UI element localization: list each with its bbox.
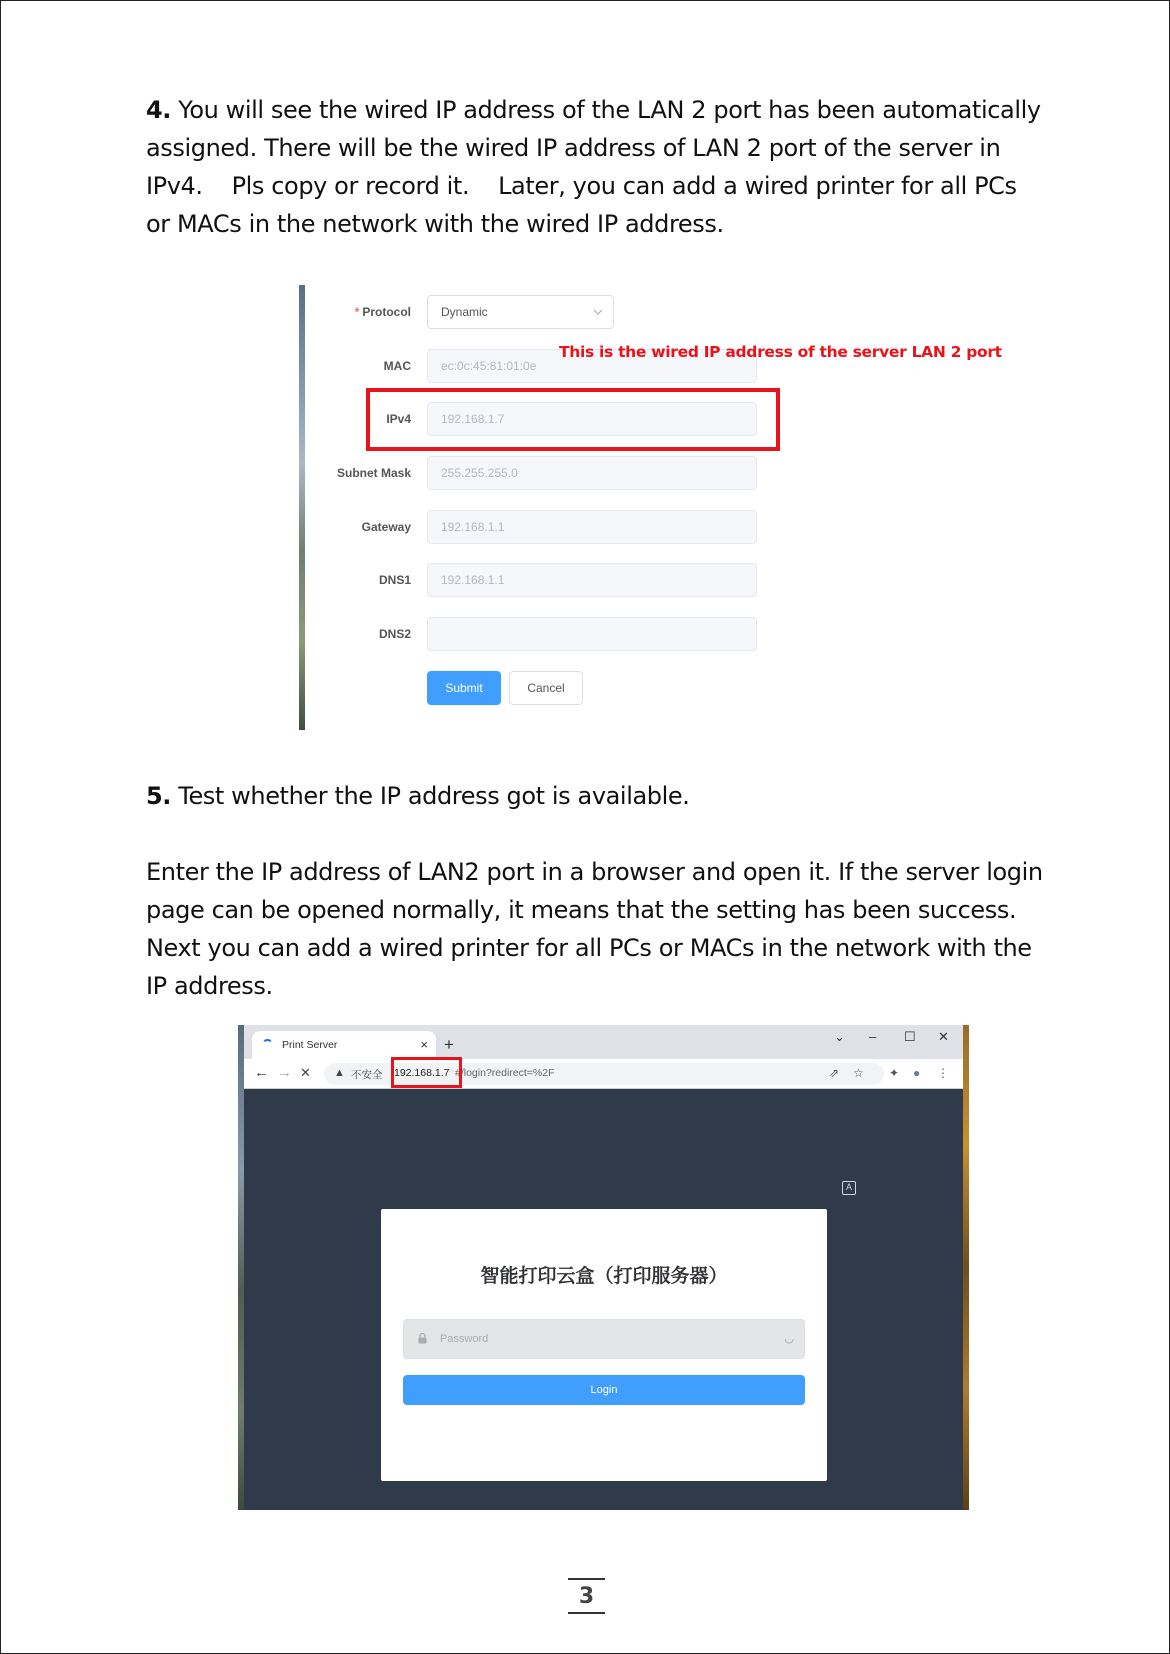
dns1-label: DNS1 <box>378 573 411 587</box>
mac-field[interactable]: ec:0c:45:81:01:0e <box>427 349 757 383</box>
step5-text: Test whether the IP address got is available. <box>171 782 690 810</box>
browser-tab-bar <box>244 1025 963 1059</box>
tab-search-icon[interactable]: ⌄ <box>834 1029 845 1044</box>
cancel-button[interactable]: Cancel <box>509 671 583 705</box>
subnet-row <box>305 456 765 490</box>
browser-toolbar <box>244 1059 963 1089</box>
screenshot-right-strip <box>963 1025 969 1510</box>
profile-icon[interactable]: ● <box>913 1066 921 1080</box>
chevron-down-icon <box>593 307 603 317</box>
translate-icon[interactable]: A <box>842 1181 856 1195</box>
browser-screenshot <box>238 1025 969 1510</box>
minimize-icon[interactable]: – <box>869 1029 877 1044</box>
page-number: 3 <box>568 1578 605 1614</box>
dns2-label: DNS2 <box>378 627 411 641</box>
protocol-select[interactable] <box>427 295 614 329</box>
login-card <box>381 1209 827 1481</box>
loading-spinner-icon <box>262 1039 273 1050</box>
password-placeholder: Password <box>440 1333 489 1345</box>
ipv4-highlight-box <box>366 388 780 451</box>
url-path: #/login?redirect=%2F <box>455 1067 555 1079</box>
new-tab-icon[interactable]: + <box>444 1035 454 1054</box>
screenshot-left-strip <box>238 1025 244 1510</box>
tab-close-icon[interactable]: × <box>420 1037 428 1052</box>
step4-number: 4. <box>146 96 172 124</box>
login-button[interactable]: Login <box>403 1375 805 1405</box>
insecure-label[interactable]: 不安全 <box>351 1069 383 1081</box>
gateway-field[interactable]: 192.168.1.1 <box>427 510 757 544</box>
extensions-icon[interactable]: ✦ <box>889 1066 900 1080</box>
protocol-row <box>305 295 765 329</box>
login-title: 智能打印云盒（打印服务器） <box>480 1266 728 1287</box>
step5-number: 5. <box>146 782 172 810</box>
dns2-row <box>305 617 765 651</box>
step5-body: Enter the IP address of LAN2 port in a browser and open it. If the server login page can be opened normally, it means that the setting has been success. Next you can add a wired printer for all PCs or MACs in the network with the IP address. <box>146 858 1043 1000</box>
window-close-icon[interactable]: ✕ <box>938 1029 949 1044</box>
stop-icon[interactable]: ✕ <box>300 1065 311 1080</box>
dns2-field[interactable] <box>427 617 757 651</box>
back-icon[interactable]: ← <box>254 1064 269 1081</box>
gateway-label: Gateway <box>361 520 411 534</box>
mac-label: MAC <box>383 359 411 373</box>
ipv4-annotation: This is the wired IP address of the server LAN 2 port <box>559 343 1002 361</box>
star-icon[interactable]: ☆ <box>853 1066 864 1080</box>
gateway-row <box>305 510 765 544</box>
browser-tab[interactable] <box>252 1031 436 1059</box>
submit-button[interactable]: Submit <box>427 671 501 705</box>
forward-icon[interactable]: → <box>277 1064 292 1081</box>
url-host: 192.168.1.7 <box>394 1067 450 1079</box>
ipv4-label: IPv4 <box>386 412 411 426</box>
protocol-label: * Protocol <box>354 305 411 319</box>
share-icon[interactable]: ⇗ <box>829 1066 840 1080</box>
tab-title: Print Server <box>282 1039 338 1051</box>
dns1-row <box>305 563 765 597</box>
maximize-icon[interactable]: ☐ <box>904 1029 916 1044</box>
subnet-field[interactable]: 255.255.255.0 <box>427 456 757 490</box>
step4-paragraph <box>146 91 1046 243</box>
protocol-value: Dynamic <box>441 305 488 319</box>
required-mark: * <box>354 305 360 319</box>
subnet-label: Subnet Mask <box>336 466 411 480</box>
warning-icon: ▲ <box>334 1067 345 1079</box>
dns1-field[interactable]: 192.168.1.1 <box>427 563 757 597</box>
lock-icon <box>418 1333 427 1344</box>
eye-icon[interactable]: ◡ <box>784 1333 794 1345</box>
password-input[interactable] <box>403 1319 805 1359</box>
ipv4-field[interactable]: 192.168.1.7 <box>427 402 757 436</box>
step5-heading <box>146 777 1046 815</box>
menu-icon[interactable]: ⋮ <box>937 1066 949 1080</box>
url-highlight-box <box>391 1057 462 1088</box>
step4-text: You will see the wired IP address of the LAN 2 port has been automatically assigned. There will be the wired IP address of LAN 2 port of the server in IPv4. Pls copy or record it. Later, you can add a wired printer for all PCs or MACs in the network with the wired IP address. <box>146 96 1041 238</box>
